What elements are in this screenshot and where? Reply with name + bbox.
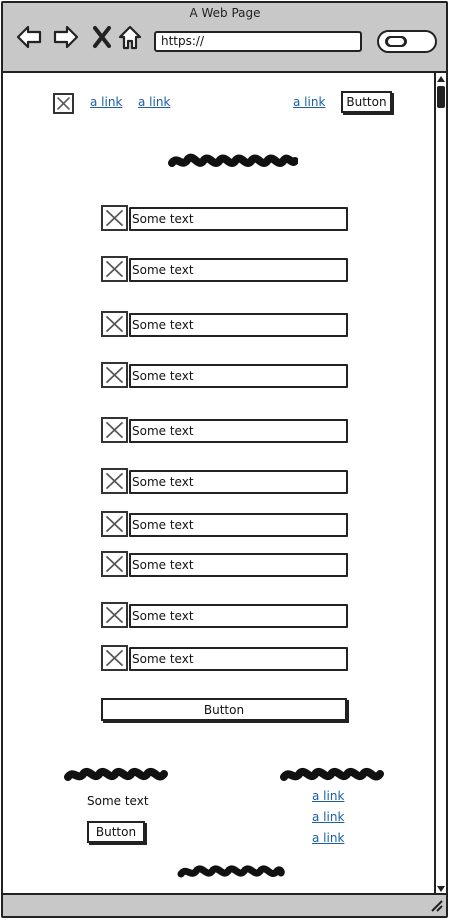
heading-scribble [168,151,298,173]
row-image-placeholder-icon [101,468,128,494]
list-submit-button[interactable]: Button [101,698,347,721]
header-link-2[interactable]: a link [138,95,171,109]
footer-left-text: Some text [87,794,149,808]
footer-left-button[interactable]: Button [87,821,145,843]
row-text-field[interactable]: Some text [129,470,348,494]
row-image-placeholder-icon [101,417,128,443]
row-image-placeholder-icon [101,256,128,282]
footer-link-2[interactable]: a link [312,810,345,824]
header-link-3[interactable]: a link [293,95,326,109]
footer-left-heading-scribble [64,765,170,785]
row-image-placeholder-icon [101,551,128,577]
row-image-placeholder-icon [101,511,128,537]
footer-bottom-scribble [177,862,285,882]
header-button[interactable]: Button [341,91,392,113]
row-text-field[interactable]: Some text [129,513,348,537]
row-text-field[interactable]: Some text [129,207,348,231]
row-text-field[interactable]: Some text [129,553,348,577]
row-image-placeholder-icon [101,311,128,337]
row-text-field[interactable]: Some text [129,604,348,628]
footer-link-3[interactable]: a link [312,831,345,845]
row-image-placeholder-icon [101,362,128,388]
footer-right-heading-scribble [280,765,386,785]
address-bar[interactable]: https:// [154,31,362,52]
window-title: A Web Page [189,6,261,20]
row-text-field[interactable]: Some text [129,647,348,671]
row-image-placeholder-icon [101,602,128,628]
logo-image-placeholder-icon [53,93,74,114]
row-image-placeholder-icon [101,645,128,671]
row-text-field[interactable]: Some text [129,258,348,282]
row-text-field[interactable]: Some text [129,419,348,443]
row-text-field[interactable]: Some text [129,364,348,388]
row-image-placeholder-icon [101,205,128,231]
footer-link-1[interactable]: a link [312,789,345,803]
header-link-1[interactable]: a link [90,95,123,109]
row-text-field[interactable]: Some text [129,313,348,337]
